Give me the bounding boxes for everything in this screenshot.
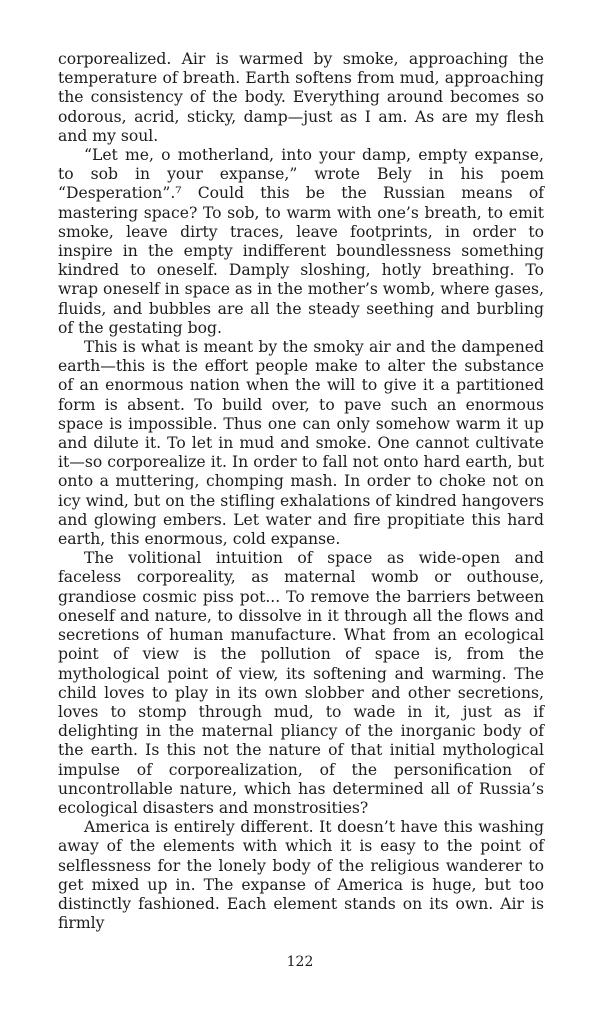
paragraph-smoky-air: This is what is meant by the smoky air and the dampened earth—this is the effort people make to alter the substance of an enormous nation when the will to give it a partitioned form is absent. To build over, to pave such an enormous space is impossible. Thus one can only somehow warm it up and dilute it. To let in mud and smoke. One cannot cultivate it—so corporealize it. In order to fall not onto hard earth, but onto a muttering, chomping mash. In order to choke not on icy wind, but on the stifling exhalations of kindred hangovers and glowing embers. Let water and fire propitiate this hard earth, this enormous, cold expanse. — [58, 338, 544, 549]
paragraph-america: America is entirely different. It doesn’t have this washing away of the elements with which it is easy to the point of selflessness for the lonely body of the religious wanderer to get mixed up in. The expanse of America is huge, but too distinctly fashioned. Each element stands on its own. Air is firmly — [58, 818, 544, 933]
page-number: 122 — [286, 954, 314, 970]
paragraph-bely-quote: “Let me, o motherland, into your damp, empty expanse, to sob in your expanse,” wrote Bely in his poem “Desperation”.⁷ Could this be the Russian means of mastering space? To sob, to warm with one’s breath, to emit smoke, leave dirty traces, leave footprints, in order to inspire in the empty indifferent boundlessness something kindred to oneself. Damply sloshing, hotly breathing. To wrap oneself in space as in the mother’s womb, where gases, fluids, and bubbles are all the steady seething and burbling of the gestating bog. — [58, 146, 544, 337]
paragraph-continuation: corporealized. Air is warmed by smoke, approaching the temperature of breath. Earth softens from mud, approaching the consistency of the body. Everything around becomes so odorous, acrid, sticky, damp—just as I am. As are my flesh and my soul. — [58, 50, 544, 145]
paragraph-volitional-intuition: The volitional intuition of space as wide-open and faceless corporeality, as maternal womb or outhouse, grandiose cosmic piss pot... To remove the barriers between oneself and nature, to dissolve in it through all the flows and secretions of human manufacture. What from an ecological point of view is the pollution of space is, from the mythological point of view, its softening and warming. The child loves to play in its own slobber and other secretions, loves to stomp through mud, to wade in it, just as if delighting in the maternal pliancy of the inorganic body of the earth. Is this not the nature of that initial mythological impulse of corporealization, of the personification of uncontrollable nature, which has determined all of Russia’s ecological disasters and monstrosities? — [58, 549, 544, 817]
page-body — [58, 50, 544, 933]
